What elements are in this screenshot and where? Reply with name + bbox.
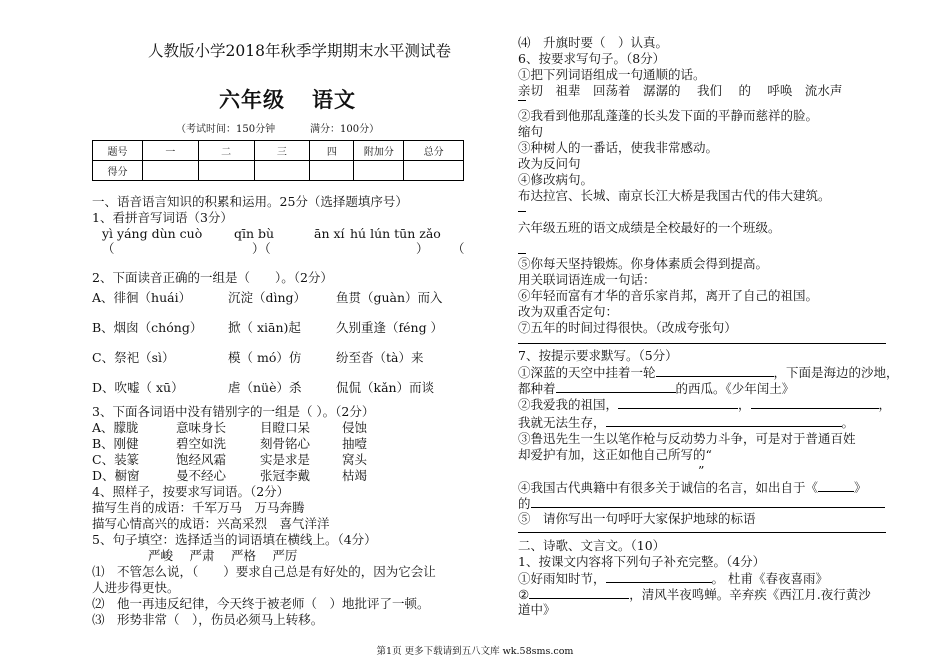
option-b-3: 久别重逢（féng ） [336, 320, 444, 335]
option-c-3: 纷至沓（tà）来 [336, 350, 424, 365]
question-7: 7、按提示要求默写。（5分） [518, 348, 678, 363]
q7-item-3: ③鲁迅先生一生以笔作枪与反动势力斗争，可是对于普通百姓 [518, 431, 856, 446]
q7-item-1-text-d: 的西瓜。《少年闰土》 [675, 381, 795, 396]
option-word: 目瞪口呆 [260, 420, 311, 435]
blank[interactable] [618, 396, 738, 409]
score-table-header: 一 [142, 141, 198, 161]
score-cell[interactable] [198, 161, 254, 181]
q7-item-4 [518, 479, 867, 496]
q7-item-4-text-b: 》 [854, 480, 867, 495]
poem-item-2 [518, 586, 871, 603]
answer-line[interactable] [518, 100, 526, 101]
blank[interactable] [656, 364, 774, 377]
option-word: 窝头 [342, 452, 368, 467]
score-cell[interactable] [404, 161, 464, 181]
pinyin-4: hú lún tūn zǎo [350, 226, 441, 241]
option-word: 张冠李戴 [260, 468, 311, 483]
question-5: 5、句子填空：选择适当的词语填在横线上。（4分） [92, 532, 377, 547]
word-choices: 严峻 严肃 严格 严厉 [148, 548, 298, 563]
answer-paren[interactable]: （ [452, 241, 465, 256]
option-word: B、刚健 [92, 436, 139, 451]
fill-sentence-3: ⑶ 形势非常（ ），伤员必须马上转移。 [92, 612, 324, 627]
answer-paren[interactable]: ）（ [252, 241, 271, 256]
score-table-score-row [93, 161, 464, 181]
pinyin-1: yì yáng dùn cuò [102, 226, 203, 241]
blank[interactable] [529, 586, 629, 599]
option-word: 曼不经心 [176, 468, 227, 483]
poem-item-1-source: 。 杜甫《春夜喜雨》 [711, 571, 828, 586]
example-2: 描写心情高兴的成语：兴高采烈 喜气洋洋 [92, 516, 330, 531]
q7-item-2-cont: 我就无法生存， 。 [518, 415, 855, 430]
option-b-2: 掀（ xiān)起 [228, 320, 301, 335]
q7-item-2-text-b: 我就无法生存， [518, 415, 606, 430]
poem-item-2-source: ，清风半夜鸣蝉。辛弃疾《西江月.夜行黄沙 [629, 587, 871, 602]
option-d-3: 侃侃（kǎn）而谈 [336, 380, 435, 395]
q6-item-6: ⑥年轻而富有才华的音乐家肖邦，离开了自己的祖国。 [518, 288, 819, 303]
answer-line[interactable] [518, 253, 526, 254]
option-word: 刻骨铭心 [260, 436, 311, 451]
option-c-2: 模（ mó）仿 [228, 350, 302, 365]
exam-title: 人教版小学2018年秋季学期期末水平测试卷 [148, 42, 451, 60]
answer-line[interactable] [518, 211, 526, 212]
answer-paren[interactable]: （ [102, 241, 115, 256]
q6-item-5: ⑤你每天坚持锻炼。你身体素质会得到提高。 [518, 256, 769, 271]
option-word: 枯竭 [342, 468, 368, 483]
exam-full-score: 满分：100分） [310, 124, 380, 135]
score-table-header-row [93, 141, 464, 161]
q7-item-2-text: ②我爱我的祖国， [518, 397, 619, 412]
section-2-heading: 二、诗歌、文言文。（10） [518, 538, 666, 553]
score-table-header: 二 [198, 141, 254, 161]
q7-item-1 [518, 364, 899, 381]
pinyin-3: ān xí [314, 226, 345, 241]
q6-item-2: ②我看到他那乱蓬蓬的长头发下面的平静而慈祥的脸。 [518, 108, 819, 123]
score-row-label: 得分 [93, 161, 143, 181]
fill-sentence-2: ⑵ 他一再违反纪律，今天终于被老师（ ）地批评了一顿。 [92, 596, 430, 611]
grade-label: 六年级 [219, 87, 285, 112]
poem-item-1-text: ①好雨知时节， [518, 571, 606, 586]
blank[interactable] [606, 570, 712, 583]
score-table-header: 四 [310, 141, 354, 161]
option-word: 碧空如洗 [176, 436, 227, 451]
score-table-header: 总分 [404, 141, 464, 161]
blank[interactable] [818, 479, 854, 492]
answer-line[interactable] [518, 343, 886, 344]
option-d-1: D、吹嘘（ xū） [92, 380, 184, 395]
exam-time: （考试时间：150分钟 [176, 124, 276, 135]
q6-item-3: ③种树人的一番话，使我非常感动。 [518, 140, 719, 155]
score-cell[interactable] [254, 161, 310, 181]
blank[interactable] [531, 495, 885, 508]
option-word: A、朦胧 [92, 420, 139, 435]
score-table-header: 题号 [93, 141, 143, 161]
answer-paren[interactable]: ） [416, 241, 429, 256]
question-4: 4、照样子，按要求写词语。（2分） [92, 484, 290, 499]
option-a-1: A、徘徊（huái） [92, 290, 192, 305]
q6-item-6-req: 改为双重否定句： [518, 304, 619, 319]
option-word: 实是求是 [260, 452, 311, 467]
score-table-header: 附加分 [354, 141, 404, 161]
blank[interactable] [751, 396, 879, 409]
option-d-2: 虐（nüè）杀 [228, 380, 302, 395]
blank[interactable] [556, 380, 676, 393]
q7-item-2: ②我爱我的祖国， ， ， [518, 397, 892, 412]
option-word: 侵蚀 [342, 420, 368, 435]
q6-item-4-sentence-a: 布达拉宫、长城、南京长江大桥是我国古代的伟大建筑。 [518, 188, 831, 203]
fill-sentence-1-cont: 人进步得更快。 [92, 580, 180, 595]
answer-line[interactable] [518, 532, 886, 533]
poem-item-1 [518, 570, 828, 587]
q7-item-4-text: ④我国古代典籍中有很多关于诚信的名言，如出自于《 [518, 480, 819, 495]
q7-item-4-text-c: 的 [518, 496, 531, 511]
question-2: 2、下面读音正确的一组是（ ）。（2分） [92, 270, 333, 285]
q7-item-1-text-c: 都种着 [518, 381, 556, 396]
subject-label: 语文 [312, 87, 356, 112]
q6-item-1: ①把下列词语组成一句通顺的话。 [518, 67, 706, 82]
q6-item-1-words: 亲切 祖辈 回荡着 潺潺的 我们 的 呼唤 流水声 [518, 83, 843, 98]
option-b-1: B、烟囱（chóng） [92, 320, 203, 335]
option-word: D、橱窗 [92, 468, 140, 483]
score-cell[interactable] [354, 161, 404, 181]
q6-item-3-req: 改为反问句 [518, 156, 581, 171]
poem-item-2-text: ② [518, 587, 530, 602]
q6-item-7: ⑦五年的时间过得很快。（改成夸张句） [518, 320, 737, 335]
q7-item-5: ⑤ 请你写出一句呼吁大家保护地球的标语 [518, 511, 756, 526]
example-1: 描写生肖的成语：千军万马 万马奔腾 [92, 500, 305, 515]
q6-item-4-sentence-b: 六年级五班的语文成绩是全校最好的一个班级。 [518, 220, 781, 235]
section-1-heading: 一、语音语言知识的积累和运用。25分（选择题填序号） [92, 194, 408, 209]
option-word: 饱经风霜 [176, 452, 227, 467]
q7-item-3-cont: 却爱护有加，这正如他自己所写的“ [518, 447, 712, 462]
q7-item-1-text-b: ，下面是海边的沙地， [773, 365, 899, 380]
question-3: 3、下面各词语中没有错别字的一组是（ ）。（2分） [92, 404, 375, 419]
q7-item-1-cont [518, 380, 794, 397]
score-table [92, 140, 464, 181]
option-word: 意味身长 [176, 420, 227, 435]
blank[interactable] [606, 414, 842, 427]
option-word: 抽噎 [342, 436, 368, 451]
fill-sentence-4: ⑷ 升旗时要（ ）认真。 [518, 35, 669, 50]
question-6: 6、按要求写句子。（8分） [518, 51, 666, 66]
q7-item-1-text: ①深蓝的天空中挂着一轮 [518, 365, 656, 380]
score-table-header: 三 [254, 141, 310, 161]
poem-question-1: 1、按课文内容将下列句子补充完整。（4分） [518, 554, 766, 569]
option-a-3: 鱼贯（guàn）而入 [336, 290, 443, 305]
q6-item-4: ④修改病句。 [518, 172, 594, 187]
q7-item-4-cont [518, 495, 885, 512]
option-word: C、装篆 [92, 452, 140, 467]
option-a-2: 沉淀（dìng） [228, 290, 307, 305]
question-1: 1、看拼音写词语（3分） [92, 210, 233, 225]
option-c-1: C、祭祀（sì） [92, 350, 175, 365]
score-cell[interactable] [310, 161, 354, 181]
pinyin-2: qīn bù [234, 226, 275, 241]
q6-item-5-req: 用关联词语连成一句话： [518, 272, 656, 287]
poem-item-2-cont: 道中》 [518, 602, 556, 617]
fill-sentence-1: ⑴ 不管怎么说，（ ）要求自己总是有好处的，因为它会让 [92, 564, 436, 579]
q6-item-2-req: 缩句 [518, 124, 544, 139]
score-cell[interactable] [142, 161, 198, 181]
page-footer: 第1页 更多下载请到五八文库 wk.58sms.com [376, 646, 574, 657]
q7-item-3-close: ” [698, 463, 705, 478]
